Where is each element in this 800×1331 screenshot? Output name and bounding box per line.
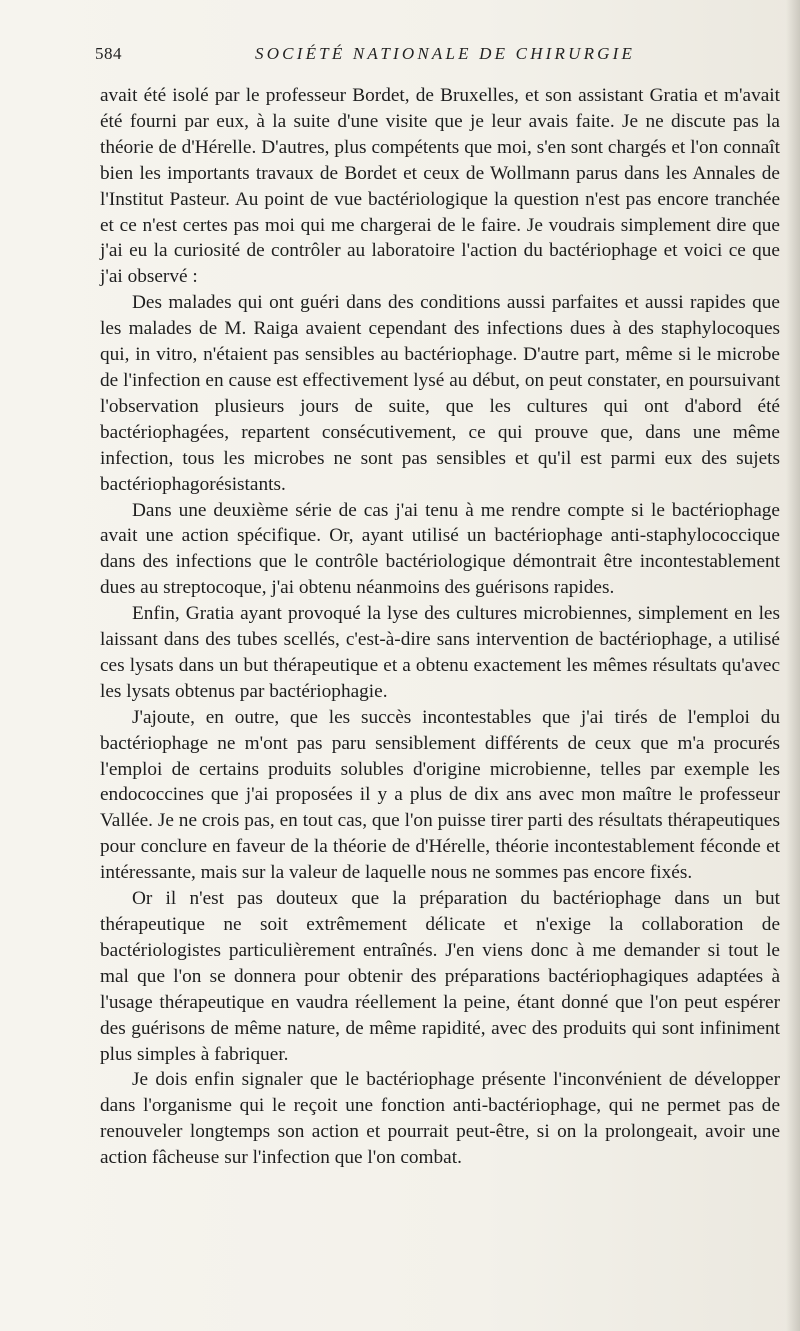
- paragraph: Des malades qui ont guéri dans des conditions aussi parfaites et aussi rapides que les malades de M. Raiga avaient cependant des infections dues à des staphylocoques qui, in vitro, n'étaient pas sensibles au bactériophage. D'autre part, même si le microbe de l'infection en cause est effectivement lysé au début, on peut constater, en poursuivant l'observation plusieurs jours de suite, que les cultures qui ont d'abord été bactériophagées, repartent consécutivement, ce qui prouve que, dans une même infection, tous les microbes ne sont pas sensibles et qu'il est parmi eux des sujets bactériophagorésistants.: [100, 292, 780, 495]
- page-header: [95, 44, 780, 70]
- paragraph: Dans une deuxième série de cas j'ai tenu à me rendre compte si le bactériophage avait une action spécifique. Or, ayant utilisé un bactériophage anti-staphylococcique dans des infections que le contrôle bactériologique démontrait être incontestablement dues au streptocoque, j'ai obtenu néanmoins des guérisons rapides.: [100, 499, 780, 599]
- running-head: SOCIÉTÉ NATIONALE DE CHIRURGIE: [255, 44, 636, 63]
- paragraph: avait été isolé par le professeur Bordet, de Bruxelles, et son assistant Gratia et m'avait été fourni par eux, à la suite d'une visite que je leur avais faite. Je ne discute pas la théorie de d'Hérelle. D'autres, plus compétents que moi, s'en sont chargés et l'on connaît bien les importants travaux de Bordet et ceux de Wollmann parus dans les Annales de l'Institut Pasteur. Au point de vue bactériologique la question n'est pas encore tranchée et ce n'est certes pas moi qui me chargerai de le faire. Je voudrais simplement dire que j'ai eu la curiosité de contrôler au laboratoire l'action du bactériophage et voici ce que j'ai observé :: [100, 85, 780, 288]
- scan-edge-shadow: [786, 0, 800, 1331]
- paragraph: Enfin, Gratia ayant provoqué la lyse des cultures microbiennes, simplement en les laissant dans des tubes scellés, c'est-à-dire sans intervention de bactériophage, a utilisé ces lysats dans un but thérapeutique et a obtenu exactement les mêmes résultats qu'avec les lysats obtenus par bactériophagie.: [100, 603, 780, 702]
- page-number: 584: [95, 44, 122, 63]
- paragraph: J'ajoute, en outre, que les succès incontestables que j'ai tirés de l'emploi du bactériophage ne m'ont pas paru sensiblement différents de ceux que m'a procurés l'emploi de certains produits solubles d'origine microbienne, telles par exemple les endococcines que j'ai proposées il y a plus de dix ans avec mon maître le professeur Vallée. Je ne crois pas, en tout cas, que l'on puisse tirer parti des résultats thérapeutiques pour conclure en faveur de la théorie de d'Hérelle, théorie incontestablement féconde et intéressante, mais sur la valeur de laquelle nous ne sommes pas encore fixés.: [100, 706, 780, 884]
- paragraph: Or il n'est pas douteux que la préparation du bactériophage dans un but thérapeutique ne soit extrêmement délicate et n'exige la collaboration de bactériologistes particulièrement entraînés. J'en viens donc à me demander si tout le mal que l'on se donnera pour obtenir des préparations bactériophagiques adaptées à l'usage thérapeutique en vaudra réellement la peine, étant donné que l'on peut espérer des guérisons de même nature, de même rapidité, avec des produits qui sont infiniment plus simples à fabriquer.: [100, 888, 780, 1065]
- body-text: [100, 83, 780, 1171]
- paragraph: Je dois enfin signaler que le bactériophage présente l'inconvénient de développer dans l'organisme qui le reçoit une fonction anti-bactériophage, qui ne permet pas de renouveler longtemps son action et pourrait peut-être, si on la prolongeait, avoir une action fâcheuse sur l'infection que l'on combat.: [100, 1069, 780, 1169]
